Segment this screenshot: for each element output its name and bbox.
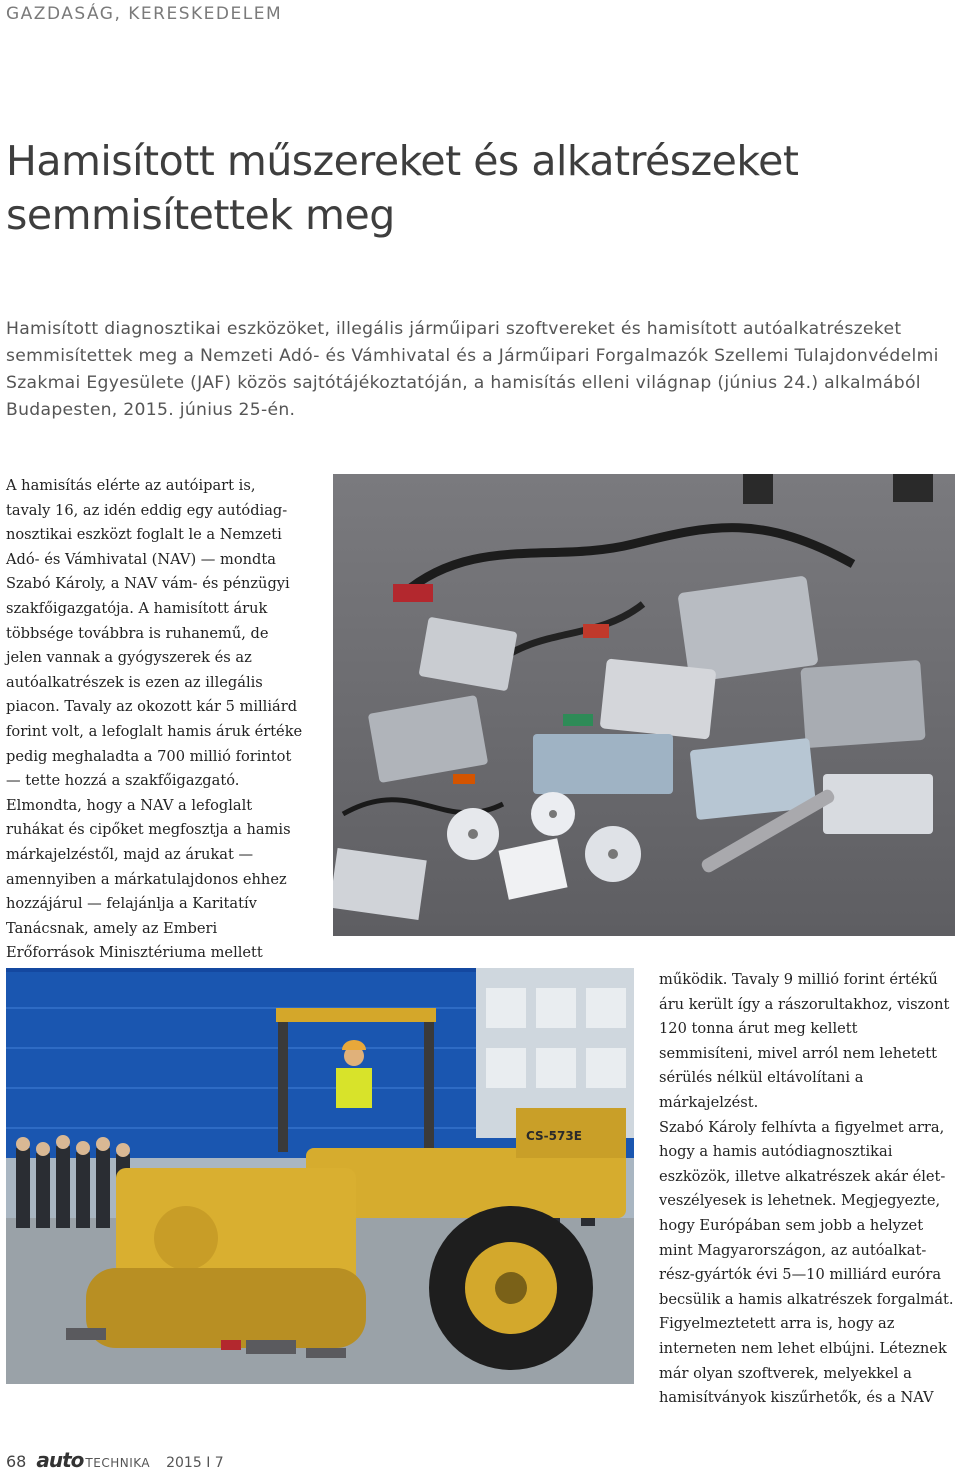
photo-seized-goods bbox=[333, 474, 955, 936]
page-number: 68 bbox=[6, 1452, 27, 1471]
article-title bbox=[6, 134, 946, 242]
photo-road-roller bbox=[6, 968, 634, 1384]
body-paragraph-2: Szabó Károly felhívta a figyelmet arra, hogy a hamis autódiagnosztikai eszközök, illetve alkatrészek akár életveszélyesek is lehetnek. Megjegyezte, hogy Európában sem jobb a helyzet mint Magyarországon, az autóalkatrész-gyártók évi 5—10 milliárd euróra becsülik a hamis alkatrészek forgalmát. Figyelmeztetett arra is, hogy az interneten nem lehet elbújni. Léteznek már olyan szoftverek, melyekkel a hamisítványok kiszűrhetők, és a NAV bbox=[659, 1118, 954, 1407]
body-column-right bbox=[659, 968, 955, 1411]
page-footer bbox=[6, 1448, 224, 1472]
body-paragraph-1: működik. Tavaly 9 millió forint értékű áru került így a rászorultakhoz, viszont 120 tonna árut meg kellett semmisíteni, mivel arról nem lehetett sérülés nélkül eltávolítani a márkajelzést. bbox=[659, 971, 950, 1111]
body-column-left bbox=[6, 474, 304, 966]
magazine-logo-light: TECHNIKA bbox=[85, 1456, 151, 1470]
title-line-1: Hamisított műszereket és alkatrészeket bbox=[6, 137, 799, 185]
article-lead: Hamisított diagnosztikai eszközöket, illegális járműipari szoftvereket és hamisított autóalkatrészeket semmisítettek meg a Nemzeti Adó- és Vámhivatal és a Járműipari Forgalmazók Szellemi Tulajdonvédelmi Szakmai Egyesülete (JAF) közös sajtótájékoztatóján, a hamisítás elleni világnap (június 24.) alkalmából Budapesten, 2015. június 25-én. bbox=[6, 319, 939, 420]
body-paragraph: A hamisítás elérte az autóipart is, tavaly 16, az idén eddig egy autódiagnosztikai eszközt foglalt le a Nemzeti Adó- és Vámhivatal (NAV) — mondta Szabó Károly, a NAV vám- és pénzügyi szakfőigazgatója. A hamisított áruk többsége továbbra is ruhanemű, de jelen vannak a gyógyszerek és az autóalkatrészek is ezen az illegális piacon. Tavaly az okozott kár 5 milliárd forint volt, a lefoglalt hamis áruk értéke pedig meghaladta a 700 millió forintot — tette hozzá a szakfőigazgató. Elmondta, hogy a NAV a lefoglalt ruhákat és cipőket megfosztja a hamis márkajelzéstől, majd az árukat — amennyiben a márkatulajdonos ehhez hozzájárul — felajánlja a Karitatív Tanácsnak, amely az Emberi Erőforrások Minisztériuma mellett bbox=[6, 477, 303, 962]
issue-number: 2015 I 7 bbox=[166, 1455, 224, 1471]
magazine-logo-bold: auto bbox=[36, 1448, 84, 1472]
section-label: GAZDASÁG, KERESKEDELEM bbox=[6, 4, 283, 24]
title-line-2: semmisítettek meg bbox=[6, 191, 395, 239]
roller-model-text: CS-573E bbox=[526, 1129, 582, 1143]
